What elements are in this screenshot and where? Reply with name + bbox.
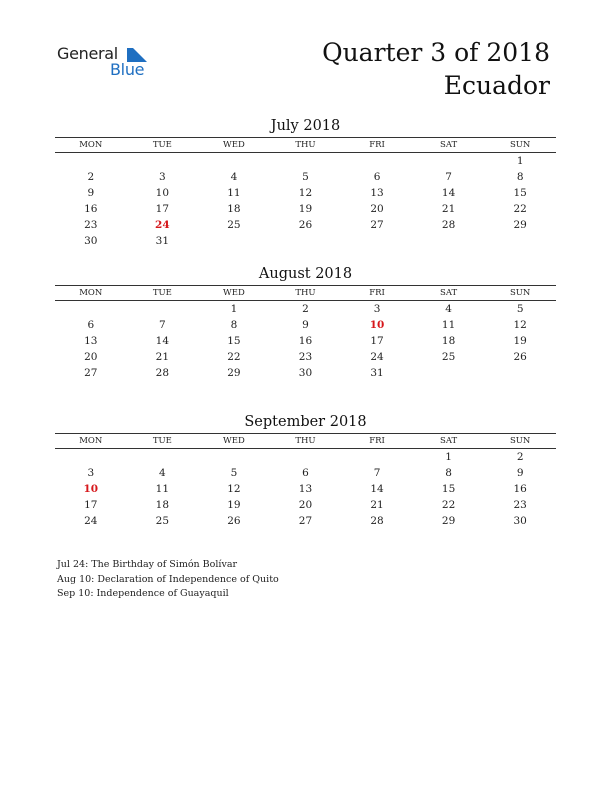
day-cell: 13 bbox=[84, 335, 98, 347]
day-cell: 7 bbox=[373, 467, 381, 479]
month-august bbox=[55, 263, 556, 381]
empty-cell bbox=[341, 153, 413, 169]
day-cell: 29 bbox=[513, 219, 527, 231]
empty-cell bbox=[341, 233, 413, 249]
empty-cell bbox=[484, 365, 556, 381]
week-row bbox=[55, 185, 556, 201]
weekday-mon: MON bbox=[79, 140, 103, 150]
day-cell: 29 bbox=[227, 367, 241, 379]
empty-cell bbox=[55, 449, 127, 465]
week-row bbox=[55, 217, 556, 233]
week-row bbox=[55, 465, 556, 481]
holiday-note: Sep 10: Independence of Guayaquil bbox=[57, 588, 229, 599]
day-cell: 2 bbox=[516, 451, 524, 463]
day-cell: 8 bbox=[230, 319, 238, 331]
week-row bbox=[55, 333, 556, 349]
week-row bbox=[55, 481, 556, 497]
day-cell: 27 bbox=[370, 219, 384, 231]
day-cell: 29 bbox=[441, 515, 456, 527]
empty-cell bbox=[55, 301, 127, 317]
day-cell: 12 bbox=[227, 483, 241, 495]
weekday-header bbox=[55, 286, 556, 300]
day-cell: 27 bbox=[84, 367, 98, 379]
day-cell: 6 bbox=[302, 467, 309, 479]
month-july bbox=[55, 115, 556, 249]
weekday-sat: SAT bbox=[440, 436, 458, 446]
day-cell: 26 bbox=[298, 219, 313, 231]
day-cell: 5 bbox=[302, 171, 309, 183]
month-title: September 2018 bbox=[244, 414, 367, 430]
day-cell: 21 bbox=[370, 499, 384, 511]
month-september bbox=[55, 411, 556, 529]
day-cell: 6 bbox=[87, 319, 95, 331]
day-cell: 9 bbox=[302, 319, 309, 331]
weekday-sun: SUN bbox=[509, 140, 531, 150]
weeks bbox=[55, 153, 556, 249]
day-cell: 28 bbox=[370, 515, 384, 527]
day-cell: 11 bbox=[441, 319, 456, 331]
day-cell: 30 bbox=[84, 235, 98, 247]
holiday-notes bbox=[57, 558, 279, 602]
weekday-sun: SUN bbox=[509, 288, 531, 298]
day-cell: 2 bbox=[302, 303, 309, 315]
day-cell: 19 bbox=[227, 499, 241, 511]
day-cell: 16 bbox=[84, 203, 98, 215]
day-cell: 24 bbox=[84, 515, 98, 527]
day-cell: 21 bbox=[155, 351, 170, 363]
week-row bbox=[55, 317, 556, 333]
day-cell: 20 bbox=[370, 203, 384, 215]
weekday-header bbox=[55, 138, 556, 152]
day-cell: 22 bbox=[441, 499, 456, 511]
empty-cell bbox=[198, 449, 270, 465]
day-cell: 24 bbox=[370, 351, 384, 363]
day-cell: 10 bbox=[369, 319, 385, 331]
day-cell: 4 bbox=[230, 171, 238, 183]
day-cell: 22 bbox=[513, 203, 527, 215]
empty-cell bbox=[413, 233, 485, 249]
weekday-tue: TUE bbox=[152, 436, 172, 446]
day-cell: 12 bbox=[298, 187, 313, 199]
day-cell: 30 bbox=[298, 367, 313, 379]
weekday-wed: WED bbox=[223, 436, 245, 446]
weekday-fri: FRI bbox=[369, 436, 385, 446]
day-cell: 1 bbox=[445, 451, 452, 463]
day-cell: 18 bbox=[155, 499, 170, 511]
day-cell: 2 bbox=[87, 171, 95, 183]
month-title: July 2018 bbox=[270, 118, 341, 134]
empty-cell bbox=[198, 233, 270, 249]
day-cell: 24 bbox=[155, 219, 170, 231]
day-cell: 14 bbox=[370, 483, 384, 495]
week-row bbox=[55, 169, 556, 185]
page-title bbox=[322, 36, 550, 102]
empty-cell bbox=[270, 449, 342, 465]
day-cell: 31 bbox=[370, 367, 384, 379]
day-cell: 7 bbox=[159, 319, 166, 331]
weekday-tue: TUE bbox=[152, 140, 172, 150]
day-cell: 19 bbox=[513, 335, 527, 347]
weekday-tue: TUE bbox=[152, 288, 172, 298]
day-cell: 4 bbox=[445, 303, 452, 315]
logo-blue-text: Blue bbox=[110, 60, 145, 79]
day-cell: 16 bbox=[513, 483, 527, 495]
day-cell: 17 bbox=[155, 203, 170, 215]
weeks bbox=[55, 449, 556, 529]
day-cell: 20 bbox=[298, 499, 313, 511]
day-cell: 17 bbox=[370, 335, 384, 347]
weekday-thu: THU bbox=[295, 436, 316, 446]
day-cell: 28 bbox=[441, 219, 456, 231]
day-cell: 9 bbox=[516, 467, 524, 479]
week-row bbox=[55, 513, 556, 529]
title-country: Ecuador bbox=[443, 71, 550, 100]
day-cell: 13 bbox=[370, 187, 384, 199]
weekday-sun: SUN bbox=[509, 436, 531, 446]
day-cell: 12 bbox=[513, 319, 527, 331]
empty-cell bbox=[341, 449, 413, 465]
weekday-mon: MON bbox=[79, 288, 103, 298]
day-cell: 23 bbox=[513, 499, 527, 511]
weekday-fri: FRI bbox=[369, 140, 385, 150]
day-cell: 20 bbox=[84, 351, 98, 363]
day-cell: 21 bbox=[441, 203, 456, 215]
empty-cell bbox=[413, 153, 485, 169]
day-cell: 4 bbox=[159, 467, 166, 479]
empty-cell bbox=[270, 153, 342, 169]
week-row bbox=[55, 365, 556, 381]
weekday-wed: WED bbox=[223, 140, 245, 150]
empty-cell bbox=[127, 301, 199, 317]
day-cell: 7 bbox=[445, 171, 452, 183]
day-cell: 11 bbox=[227, 187, 241, 199]
week-row bbox=[55, 497, 556, 513]
day-cell: 23 bbox=[298, 351, 313, 363]
day-cell: 26 bbox=[227, 515, 241, 527]
weekday-fri: FRI bbox=[369, 288, 385, 298]
day-cell: 9 bbox=[87, 187, 95, 199]
day-cell: 3 bbox=[159, 171, 166, 183]
day-cell: 18 bbox=[227, 203, 241, 215]
day-cell: 31 bbox=[155, 235, 170, 247]
day-cell: 25 bbox=[155, 515, 170, 527]
day-cell: 8 bbox=[445, 467, 452, 479]
month-title: August 2018 bbox=[258, 266, 353, 282]
holiday-note: Jul 24: The Birthday of Simón Bolívar bbox=[57, 559, 238, 570]
day-cell: 1 bbox=[230, 303, 238, 315]
day-cell: 3 bbox=[87, 467, 95, 479]
week-row bbox=[55, 449, 556, 465]
holiday-note: Aug 10: Declaration of Independence of Quito bbox=[57, 573, 279, 585]
day-cell: 1 bbox=[516, 155, 524, 167]
weekday-thu: THU bbox=[295, 288, 316, 298]
day-cell: 5 bbox=[516, 303, 524, 315]
empty-cell bbox=[127, 153, 199, 169]
day-cell: 30 bbox=[513, 515, 527, 527]
day-cell: 15 bbox=[441, 483, 456, 495]
empty-cell bbox=[270, 233, 342, 249]
empty-cell bbox=[55, 153, 127, 169]
day-cell: 13 bbox=[298, 483, 313, 495]
day-cell: 25 bbox=[227, 219, 241, 231]
week-row bbox=[55, 349, 556, 365]
weekday-wed: WED bbox=[223, 288, 245, 298]
day-cell: 27 bbox=[298, 515, 313, 527]
day-cell: 28 bbox=[155, 367, 170, 379]
week-row bbox=[55, 233, 556, 249]
day-cell: 14 bbox=[441, 187, 456, 199]
day-cell: 11 bbox=[155, 483, 170, 495]
day-cell: 10 bbox=[155, 187, 170, 199]
weeks bbox=[55, 301, 556, 381]
day-cell: 19 bbox=[298, 203, 313, 215]
empty-cell bbox=[198, 153, 270, 169]
logo-general-text: General bbox=[57, 44, 118, 63]
day-cell: 10 bbox=[83, 483, 99, 495]
weekday-header bbox=[55, 434, 556, 448]
day-cell: 25 bbox=[441, 351, 456, 363]
day-cell: 14 bbox=[155, 335, 170, 347]
day-cell: 18 bbox=[441, 335, 456, 347]
day-cell: 15 bbox=[513, 187, 527, 199]
weekday-sat: SAT bbox=[440, 140, 458, 150]
weekday-sat: SAT bbox=[440, 288, 458, 298]
week-row bbox=[55, 201, 556, 217]
day-cell: 16 bbox=[298, 335, 313, 347]
day-cell: 8 bbox=[516, 171, 524, 183]
day-cell: 3 bbox=[373, 303, 381, 315]
title-quarter: Quarter 3 of 2018 bbox=[322, 38, 550, 67]
empty-cell bbox=[127, 449, 199, 465]
empty-cell bbox=[484, 233, 556, 249]
empty-cell bbox=[413, 365, 485, 381]
day-cell: 17 bbox=[84, 499, 98, 511]
day-cell: 22 bbox=[227, 351, 241, 363]
weekday-thu: THU bbox=[295, 140, 316, 150]
day-cell: 23 bbox=[84, 219, 98, 231]
day-cell: 5 bbox=[230, 467, 238, 479]
day-cell: 26 bbox=[513, 351, 527, 363]
week-row bbox=[55, 301, 556, 317]
logo bbox=[57, 44, 167, 84]
week-row bbox=[55, 153, 556, 169]
day-cell: 6 bbox=[373, 171, 381, 183]
weekday-mon: MON bbox=[79, 436, 103, 446]
day-cell: 15 bbox=[227, 335, 241, 347]
